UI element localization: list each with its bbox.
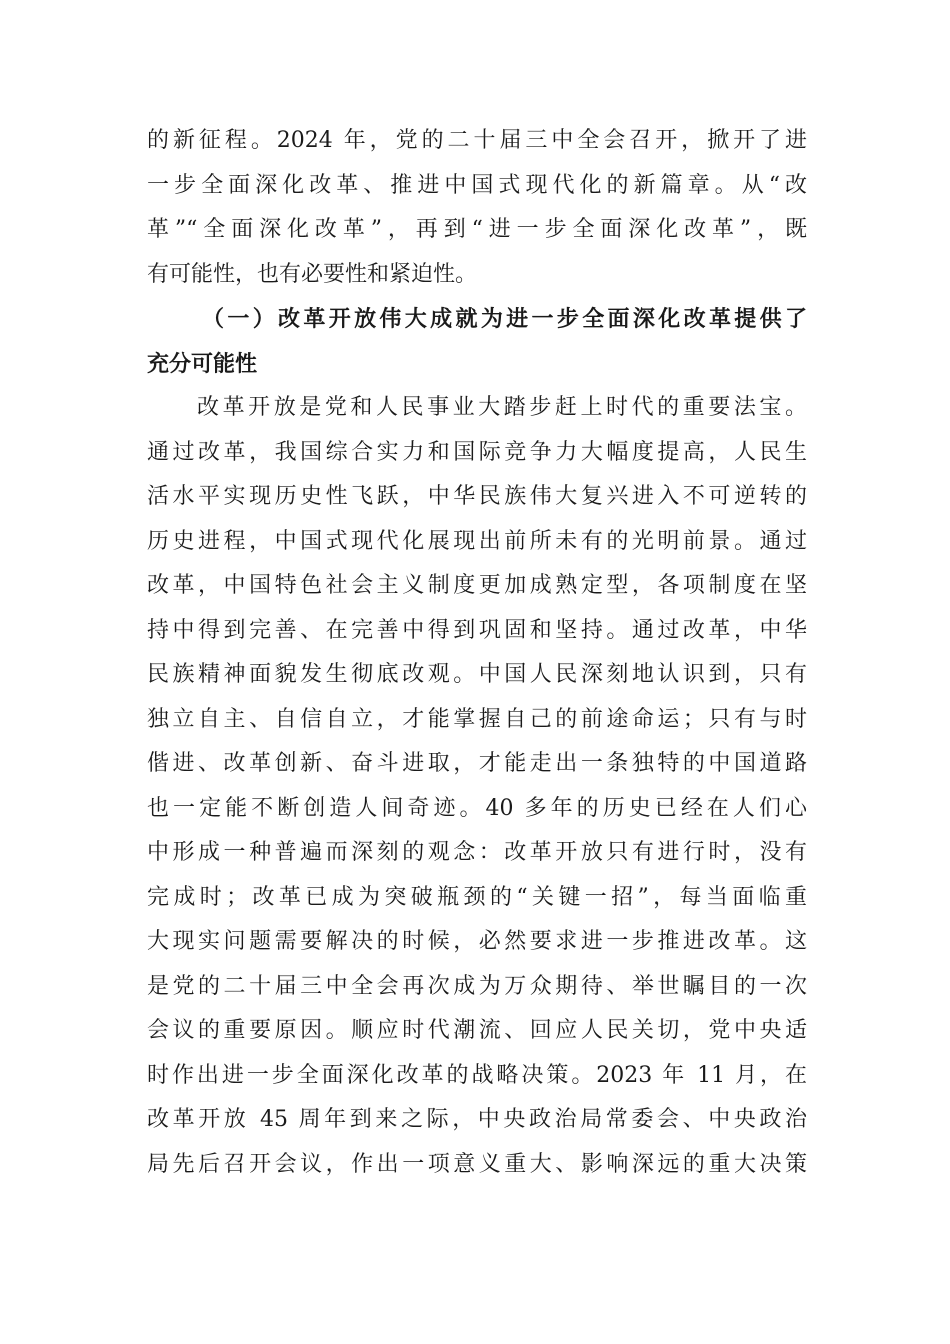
paragraph-line: 一步全面深化改革、推进中国式现代化的新篇章。从“改: [147, 172, 807, 198]
paragraph-line: 是党的二十届三中全会再次成为万众期待、举世瞩目的一次: [147, 973, 807, 999]
document-body: [147, 119, 807, 1187]
body-paragraph: [147, 386, 807, 1187]
paragraph-line: 的新征程。2024 年，党的二十届三中全会召开，掀开了进: [147, 128, 807, 153]
section-heading: [147, 297, 807, 386]
paragraph-line: 改革开放 45 周年到来之际，中央政治局常委会、中央政治: [147, 1107, 807, 1132]
paragraph-line: 中形成一种普遍而深刻的观念：改革开放只有进行时，没有: [147, 840, 807, 865]
paragraph-line: 持中得到完善、在完善中得到巩固和坚持。通过改革，中华: [147, 617, 807, 643]
paragraph-line: 活水平实现历史性飞跃，中华民族伟大复兴进入不可逆转的: [147, 484, 807, 509]
heading-line: （一）改革开放伟大成就为进一步全面深化改革提供了: [202, 306, 807, 332]
paragraph-line: 独立自主、自信自立，才能掌握自己的前途命运；只有与时: [147, 706, 807, 732]
paragraph-line: 完成时；改革已成为突破瓶颈的“关键一招”，每当面临重: [147, 884, 807, 910]
heading-line: 充分可能性: [147, 350, 258, 377]
paragraph-line: 也一定能不断创造人间奇迹。40 多年的历史已经在人们心: [147, 795, 807, 821]
paragraph-line: 历史进程，中国式现代化展现出前所未有的光明前景。通过: [147, 528, 807, 554]
paragraph-line: 通过改革，我国综合实力和国际竞争力大幅度提高，人民生: [147, 439, 807, 465]
paragraph-line: 大现实问题需要解决的时候，必然要求进一步推进改革。这: [147, 929, 807, 954]
paragraph-line: 革”“全面深化改革”，再到“进一步全面深化改革”，既: [147, 217, 807, 242]
paragraph-line: 时作出进一步全面深化改革的战略决策。2023 年 11 月，在: [147, 1062, 807, 1088]
paragraph-line: 改革，中国特色社会主义制度更加成熟定型，各项制度在坚: [147, 573, 807, 598]
paragraph-line: 有可能性，也有必要性和紧迫性。: [147, 261, 478, 287]
paragraph-line: 偕进、改革创新、奋斗进取，才能走出一条独特的中国道路: [147, 751, 807, 776]
paragraph-line: 民族精神面貌发生彻底改观。中国人民深刻地认识到，只有: [147, 662, 807, 687]
paragraph-line: 会议的重要原因。顺应时代潮流、回应人民关切，党中央适: [147, 1018, 807, 1043]
intro-paragraph: [147, 119, 807, 297]
paragraph-line: 局先后召开会议，作出一项意义重大、影响深远的重大决策: [147, 1151, 807, 1177]
paragraph-line: 改革开放是党和人民事业大踏步赶上时代的重要法宝。: [197, 395, 807, 420]
